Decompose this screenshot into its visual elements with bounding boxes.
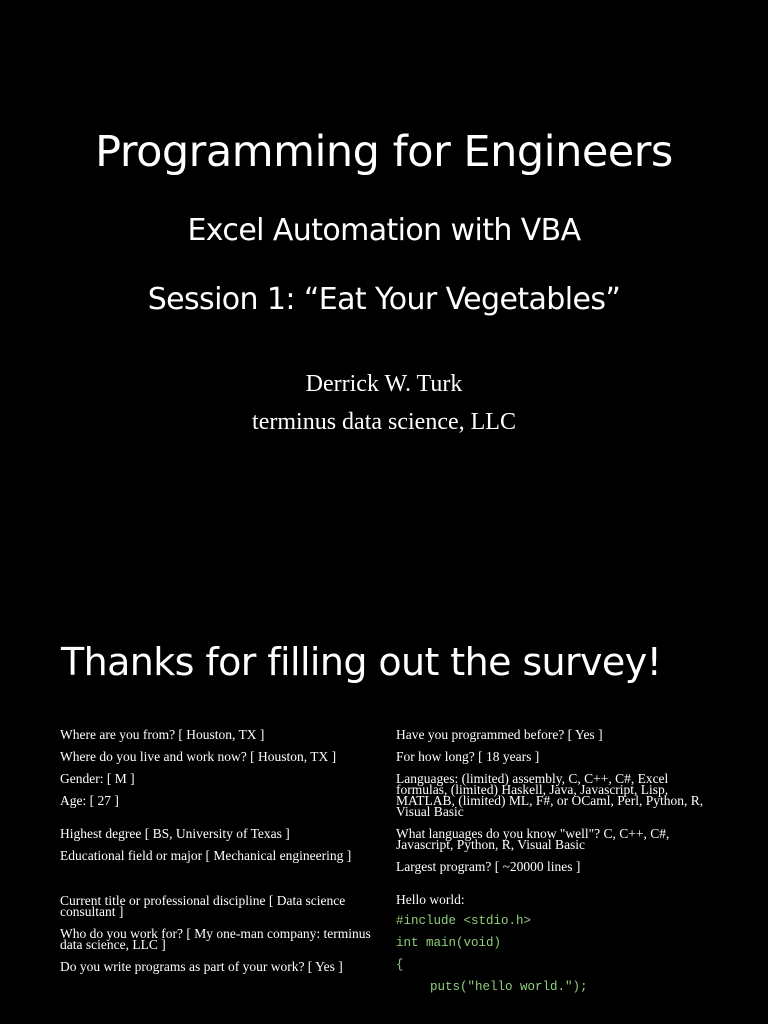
survey-answer-employer: Who do you work for? [ My one-man company: terminus data science, LLC ] [60, 926, 371, 952]
author-organization: terminus data science, LLC [252, 409, 516, 435]
hello-world-label: Hello world: [396, 892, 465, 907]
survey-answer-languages: Languages: (limited) assembly, C, C++, C#, Excel formulas, (limited) Haskell, Java, Javascript, Lisp, MATLAB, (limited) ML, F#, or OCaml, Perl, Python, R, Visual Basic [396, 771, 704, 819]
survey-slide [0, 576, 768, 1024]
slide-title: Programming for Engineers [95, 127, 673, 177]
survey-answer-how-long: For how long? [ 18 years ] [396, 749, 540, 764]
code-line-open-brace: { [396, 958, 404, 972]
survey-answer-residence: Where do you live and work now? [ Houston, TX ] [60, 749, 337, 764]
survey-right-column [396, 729, 716, 1002]
survey-answer-writes-programs: Do you write programs as part of your work? [ Yes ] [60, 959, 343, 974]
code-line-include: #include <stdio.h> [396, 914, 532, 928]
survey-answer-largest-program: Largest program? [ ~20000 lines ] [396, 859, 581, 874]
survey-answer-origin: Where are you from? [ Houston, TX ] [60, 727, 265, 742]
slide-subtitle-course: Excel Automation with VBA [187, 213, 581, 248]
survey-heading: Thanks for filling out the survey! [61, 640, 662, 684]
survey-answer-degree: Highest degree [ BS, University of Texas ] [60, 826, 290, 841]
survey-answer-field: Educational field or major [ Mechanical engineering ] [60, 848, 352, 863]
survey-answer-programmed-before: Have you programmed before? [ Yes ] [396, 727, 603, 742]
code-line-main: int main(void) [396, 936, 502, 950]
survey-answer-gender: Gender: [ M ] [60, 771, 135, 786]
survey-answer-age: Age: [ 27 ] [60, 793, 119, 808]
author-name: Derrick W. Turk [305, 371, 463, 397]
slide-subtitle-session: Session 1: “Eat Your Vegetables” [147, 282, 621, 317]
survey-answer-known-well: What languages do you know "well"? C, C++, C#, Javascript, Python, R, Visual Basic [396, 826, 670, 852]
survey-answer-title: Current title or professional discipline [ Data science consultant ] [60, 893, 346, 919]
survey-left-column [60, 729, 380, 983]
code-line-puts: puts("hello world."); [430, 980, 588, 994]
